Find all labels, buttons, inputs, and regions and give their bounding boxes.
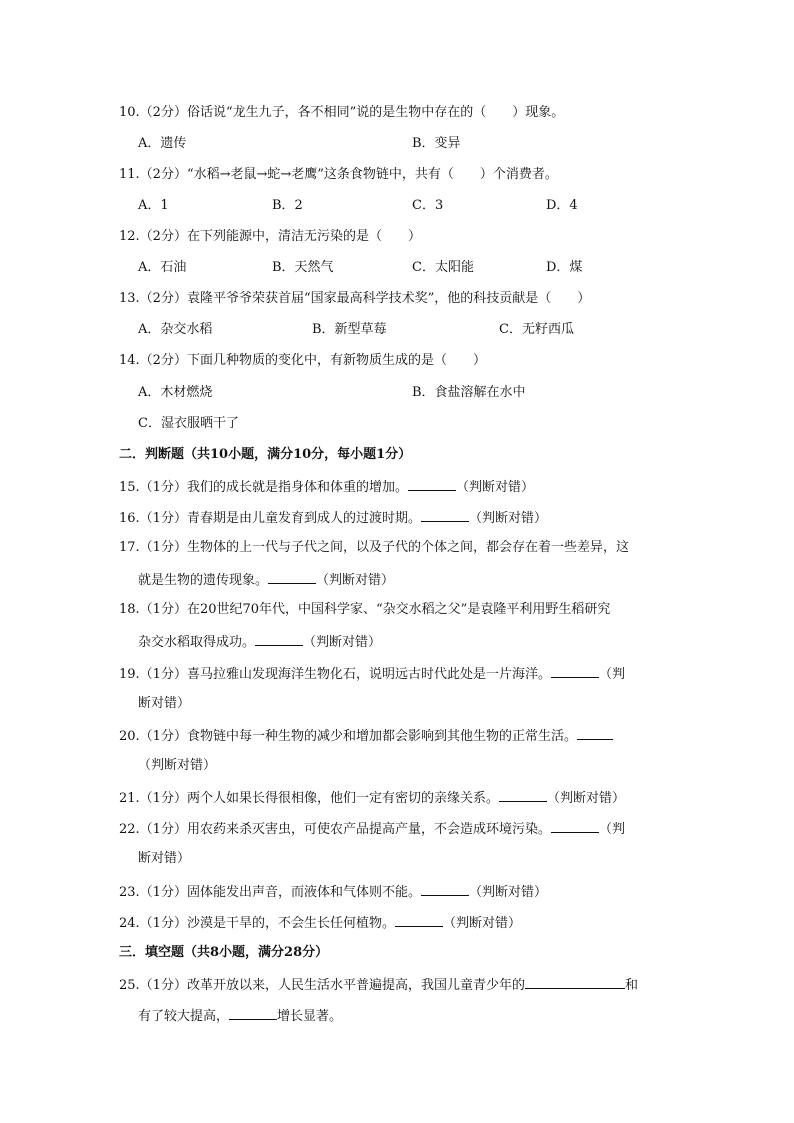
question-18-cont: 杂交水稻取得成功。 （判断对错） bbox=[138, 632, 381, 652]
question-25: 25.（1分）改革开放以来，人民生活水平普遍提高，我国儿童青少年的 和 bbox=[119, 975, 638, 995]
question-12: 12.（2分）在下列能源中，清洁无污染的是（ ） bbox=[119, 229, 421, 244]
q11-option-b[interactable]: B．2 bbox=[272, 198, 303, 213]
q11-option-a[interactable]: A．1 bbox=[138, 198, 169, 213]
answer-blank[interactable] bbox=[421, 882, 469, 896]
answer-blank[interactable] bbox=[551, 664, 599, 678]
answer-blank[interactable] bbox=[408, 477, 456, 491]
q11-option-c[interactable]: C．3 bbox=[412, 198, 444, 213]
q13-option-c[interactable]: C．无籽西瓜 bbox=[499, 322, 574, 337]
question-11: 11.（2分）“水稻→老鼠→蛇→老鹰”这条食物链中，共有（ ）个消费者。 bbox=[119, 167, 558, 182]
question-17: 17.（1分）生物体的上一代与子代之间，以及子代的个体之间，都会存在着一些差异，这 bbox=[119, 540, 629, 555]
question-19-cont: 断对错） bbox=[138, 696, 191, 711]
answer-blank[interactable] bbox=[551, 819, 599, 833]
question-13: 13.（2分）袁隆平爷爷荣获首届“国家最高科学技术奖”，他的科技贡献是（ ） bbox=[119, 291, 591, 306]
answer-blank[interactable] bbox=[499, 788, 547, 802]
q12-option-d[interactable]: D．煤 bbox=[546, 260, 583, 275]
answer-blank[interactable] bbox=[577, 726, 613, 740]
q11-option-d[interactable]: D．4 bbox=[546, 198, 578, 213]
question-17-cont: 就是生物的遗传现象。 （判断对错） bbox=[138, 570, 394, 590]
section-2-title: 二．判断题（共10小题，满分10分，每小题1分） bbox=[119, 447, 412, 462]
question-15: 15.（1分）我们的成长就是指身体和体重的增加。 （判断对错） bbox=[119, 477, 534, 497]
answer-blank[interactable] bbox=[268, 570, 316, 584]
question-16: 16.（1分）青春期是由儿童发育到成人的过渡时期。 （判断对错） bbox=[119, 508, 547, 528]
q12-option-a[interactable]: A．石油 bbox=[138, 260, 187, 275]
answer-blank[interactable] bbox=[255, 632, 303, 646]
q13-option-b[interactable]: B．新型草莓 bbox=[312, 322, 387, 337]
question-14: 14.（2分）下面几种物质的变化中，有新物质生成的是（ ） bbox=[119, 353, 486, 368]
answer-blank[interactable] bbox=[395, 913, 443, 927]
question-10: 10.（2分）俗话说“龙生九子，各不相同”说的是生物中存在的（ ）现象。 bbox=[119, 105, 565, 120]
question-25-cont: 有了较大提高， 增长显著。 bbox=[138, 1006, 342, 1026]
q14-option-a[interactable]: A．木材燃烧 bbox=[138, 385, 213, 400]
question-21: 21.（1分）两个人如果长得很相像，他们一定有密切的亲缘关系。 （判断对错） bbox=[119, 788, 625, 808]
question-20-cont: （判断对错） bbox=[138, 758, 217, 773]
q10-option-a[interactable]: A．遗传 bbox=[138, 136, 187, 151]
question-22-cont: 断对错） bbox=[138, 851, 191, 866]
question-20: 20.（1分）食物链中每一种生物的减少和增加都会影响到其他生物的正常生活。 bbox=[119, 726, 613, 746]
answer-blank[interactable] bbox=[229, 1006, 277, 1020]
question-19: 19.（1分）喜马拉雅山发现海洋生物化石，说明远古时代此处是一片海洋。 （判 bbox=[119, 664, 625, 684]
q14-option-b[interactable]: B．食盐溶解在水中 bbox=[412, 385, 526, 400]
question-23: 23.（1分）固体能发出声音，而液体和气体则不能。 （判断对错） bbox=[119, 882, 547, 902]
question-24: 24.（1分）沙漠是干旱的，不会生长任何植物。 （判断对错） bbox=[119, 913, 521, 933]
q12-option-b[interactable]: B．天然气 bbox=[272, 260, 334, 275]
answer-blank[interactable] bbox=[525, 975, 625, 989]
question-18: 18.（1分）在20世纪70年代，中国科学家、“杂交水稻之父”是袁隆平利用野生稻研究 bbox=[119, 602, 611, 617]
q12-option-c[interactable]: C．太阳能 bbox=[412, 260, 474, 275]
q10-option-b[interactable]: B．变异 bbox=[412, 136, 461, 151]
section-3-title: 三．填空题（共8小题，满分28分） bbox=[119, 945, 329, 960]
question-22: 22.（1分）用农药来杀灭害虫，可使农产品提高产量，不会造成环境污染。 （判 bbox=[119, 819, 625, 839]
q14-option-c[interactable]: C．湿衣服晒干了 bbox=[138, 416, 239, 431]
answer-blank[interactable] bbox=[421, 508, 469, 522]
q13-option-a[interactable]: A．杂交水稻 bbox=[138, 322, 213, 337]
